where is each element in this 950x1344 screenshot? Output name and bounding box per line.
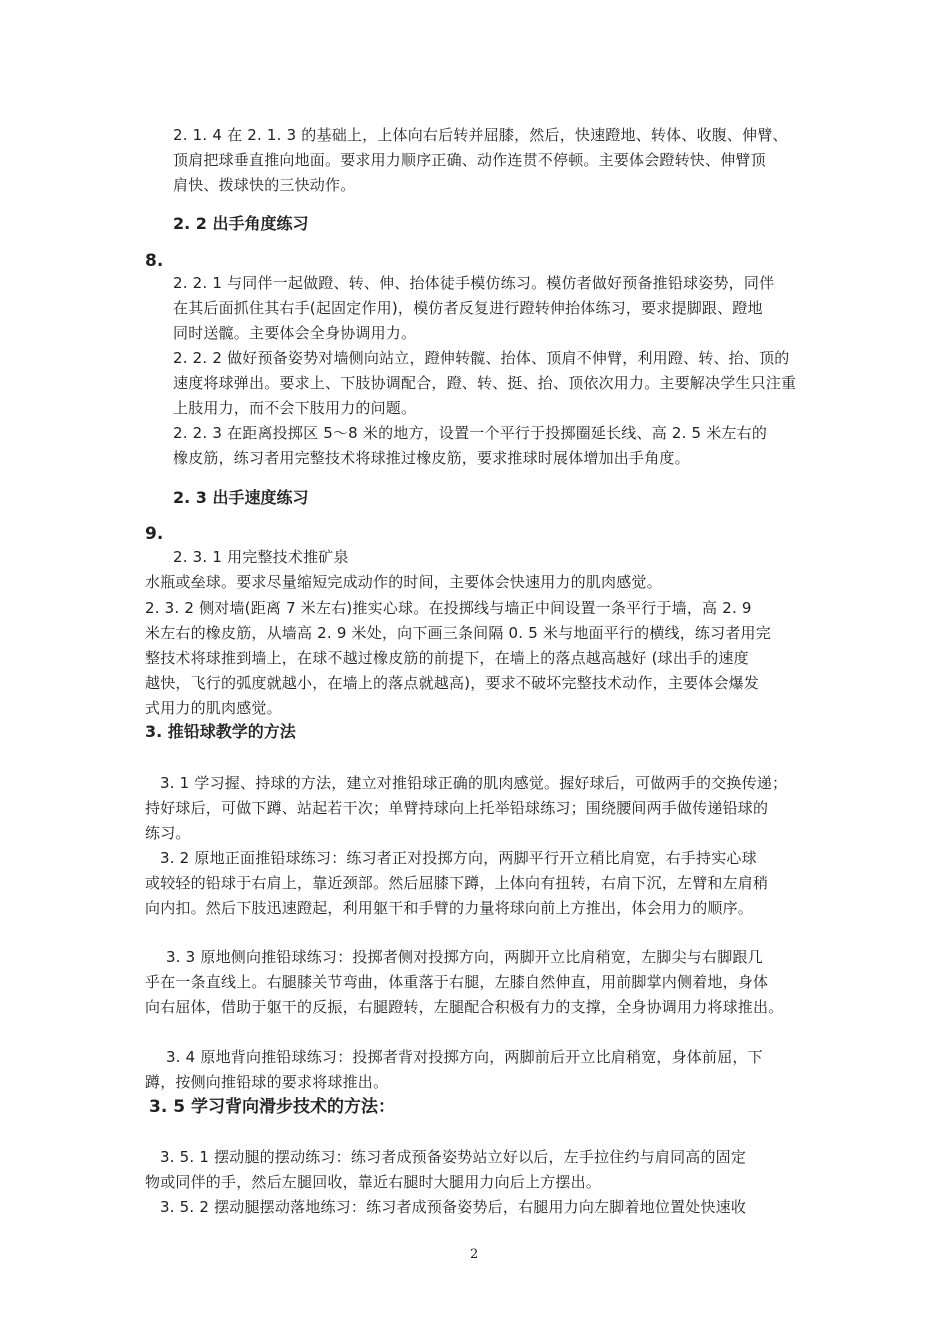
text-line: 2. 3. 1 用完整技术推矿泉 — [173, 548, 349, 566]
text-line: 或较轻的铅球于右肩上，靠近颈部。然后屈膝下蹲，上体向有扭转，右肩下沉，左臂和左肩稍 — [145, 874, 769, 892]
section-heading: 2. 3 出手速度练习 — [173, 488, 309, 507]
text-line: 橡皮筋，练习者用完整技术将球推过橡皮筋，要求推球时展体增加出手角度。 — [173, 449, 690, 467]
text-line: 物或同伴的手，然后左腿回收，靠近右腿时大腿用力向后上方摆出。 — [145, 1173, 602, 1191]
text-line: 2. 1. 4 在 2. 1. 3 的基础上，上体向右后转并屈膝，然后，快速蹬地、转体、收腹、伸臂、 — [173, 126, 788, 144]
text-line: 3. 5. 2 摆动腿摆动落地练习：练习者成预备姿势后，右腿用力向左脚着地位置处快速收 — [160, 1198, 747, 1216]
text-line: 持好球后，可做下蹲、站起若干次；单臂持球向上托举铅球练习；围绕腰间两手做传递铅球的 — [145, 799, 769, 817]
text-line: 向内扣。然后下肢迅速蹬起，利用躯干和手臂的力量将球向前上方推出，体会用力的顺序。 — [145, 899, 754, 917]
text-line: 2. 2. 2 做好预备姿势对墙侧向站立，蹬伸转髋、抬体、顶肩不伸臂，利用蹬、转、抬、顶的 — [173, 349, 790, 367]
text-line: 式用力的肌肉感觉。 — [145, 699, 282, 717]
text-line: 乎在一条直线上。右腿膝关节弯曲，体重落于右腿，左膝自然伸直，用前脚掌内侧着地，身体 — [145, 973, 769, 991]
text-line: 速度将球弹出。要求上、下肢协调配合，蹬、转、挺、抬、顶依次用力。主要解决学生只注重 — [173, 374, 797, 392]
text-line: 3. 3 原地侧向推铅球练习：投掷者侧对投掷方向，两脚开立比肩稍宽，左脚尖与右脚跟几 — [166, 948, 763, 966]
text-line: 顶肩把球垂直推向地面。要求用力顺序正确、动作连贯不停顿。主要体会蹬转快、伸臂顶 — [173, 151, 766, 169]
text-line: 3. 4 原地背向推铅球练习：投掷者背对投掷方向，两脚前后开立比肩稍宽，身体前屈，下 — [166, 1048, 763, 1066]
text-line: 2. 2. 1 与同伴一起做蹬、转、伸、抬体徒手模仿练习。模仿者做好预备推铅球姿势，同伴 — [173, 274, 775, 292]
text-line: 水瓶或垒球。要求尽量缩短完成动作的时间，主要体会快速用力的肌肉感觉。 — [145, 573, 662, 591]
text-line: 2. 3. 2 侧对墙(距离 7 米左右)推实心球。在投掷线与墙正中间设置一条平行于墙，高 2. 9 — [145, 599, 752, 617]
text-line: 越快，飞行的弧度就越小，在墙上的落点就越高)，要求不破坏完整技术动作，主要体会爆发 — [145, 674, 760, 692]
text-line: 3. 1 学习握、持球的方法，建立对推铅球正确的肌肉感觉。握好球后，可做两手的交换传递； — [160, 774, 788, 792]
text-line: 练习。 — [145, 824, 191, 842]
text-line: 蹲，按侧向推铅球的要求将球推出。 — [145, 1073, 389, 1091]
list-number: 9. — [145, 524, 164, 544]
text-line: 3. 2 原地正面推铅球练习：练习者正对投掷方向，两脚平行开立稍比肩宽，右手持实心球 — [160, 849, 757, 867]
list-number: 8. — [145, 251, 164, 271]
text-line: 米左右的橡皮筋，从墙高 2. 9 米处，向下画三条间隔 0. 5 米与地面平行的横线，练习者用完 — [145, 624, 771, 642]
section-heading: 3. 推铅球教学的方法 — [145, 722, 296, 741]
text-line: 同时送髋。主要体会全身协调用力。 — [173, 324, 417, 342]
page-number: 2 — [470, 1247, 479, 1262]
text-line: 向右屈体，借助于躯干的反振，右腿蹬转，左腿配合积极有力的支撑，全身协调用力将球推出。 — [145, 998, 784, 1016]
section-heading: 3. 5 学习背向滑步技术的方法： — [149, 1097, 395, 1117]
section-heading: 2. 2 出手角度练习 — [173, 214, 309, 233]
text-line: 上肢用力，而不会下肢用力的问题。 — [173, 399, 417, 417]
text-line: 整技术将球推到墙上，在球不越过橡皮筋的前提下，在墙上的落点越高越好 (球出手的速度 — [145, 649, 749, 667]
text-line: 在其后面抓住其右手(起固定作用)，模仿者反复进行蹬转伸抬体练习，要求提脚跟、蹬地 — [173, 299, 763, 317]
text-line: 肩快、拨球快的三快动作。 — [173, 176, 356, 194]
text-line: 3. 5. 1 摆动腿的摆动练习：练习者成预备姿势站立好以后，左手拉住约与肩同高的固定 — [160, 1148, 747, 1166]
text-line: 2. 2. 3 在距离投掷区 5～8 米的地方，设置一个平行于投掷圈延长线、高 2. 5 米左右的 — [173, 424, 768, 442]
